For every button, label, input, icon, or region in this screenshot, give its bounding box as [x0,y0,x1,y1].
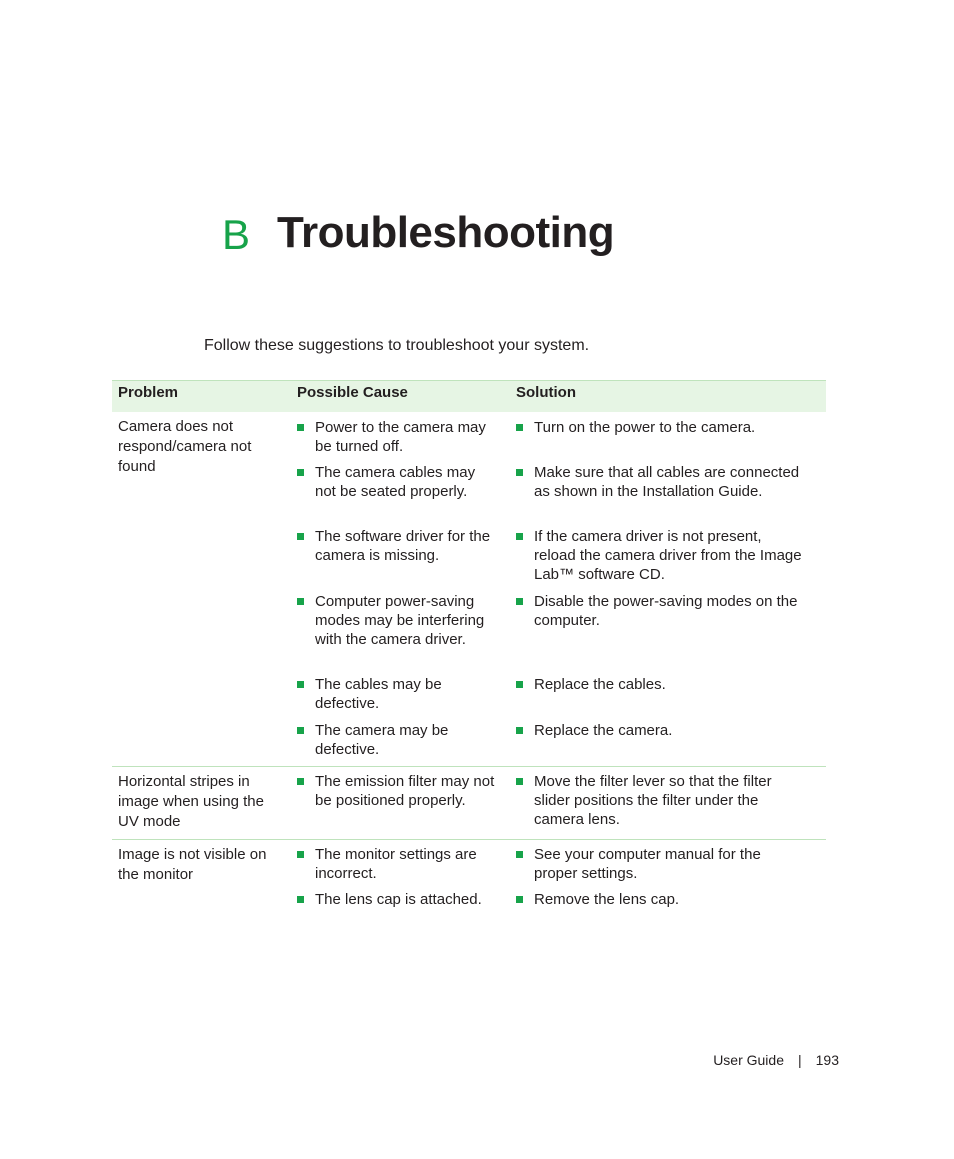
bullet-icon [297,533,304,540]
cause-cell: The camera may be defective. [297,721,497,759]
bullet-icon [516,896,523,903]
cause-cell: Power to the camera may be turned off. [297,418,497,456]
chapter-letter: B [222,211,251,258]
solution-cell: Replace the cables. [516,675,806,694]
bullet-icon [297,778,304,785]
cause-cell: The software driver for the camera is missing. [297,527,497,565]
bullet-icon [297,598,304,605]
cause-cell: The monitor settings are incorrect. [297,845,497,883]
page-number: 193 [815,1052,839,1068]
cause-cell: Computer power-saving modes may be interfering with the camera driver. [297,592,497,649]
bullet-icon [516,424,523,431]
bullet-icon [297,851,304,858]
bullet-icon [516,598,523,605]
problem-cell: Image is not visible on the monitor [118,846,267,883]
cause-cell: The emission filter may not be positioned properly. [297,772,497,810]
header-problem: Problem [118,384,179,401]
bullet-icon [516,778,523,785]
footer-divider: | [798,1052,802,1068]
solution-cell: Move the filter lever so that the filter slider positions the filter under the camera lens. [516,772,806,829]
solution-cell: See your computer manual for the proper settings. [516,845,806,883]
bullet-icon [516,851,523,858]
bullet-icon [297,681,304,688]
solution-cell: Turn on the power to the camera. [516,418,806,437]
bullet-icon [297,727,304,734]
header-possible-cause: Possible Cause [297,384,408,401]
bullet-icon [297,469,304,476]
troubleshooting-table [112,380,826,936]
cause-cell: The cables may be defective. [297,675,497,713]
problem-cell: Camera does not respond/camera not found [118,418,252,475]
footer-label: User Guide [713,1052,784,1068]
solution-cell: Make sure that all cables are connected as shown in the Installation Guide. [516,463,806,501]
bullet-icon [297,896,304,903]
header-solution: Solution [516,384,576,401]
table-row-group [112,840,826,936]
chapter-title: Troubleshooting [277,208,615,257]
bullet-icon [516,727,523,734]
cause-cell: The camera cables may not be seated properly. [297,463,497,501]
intro-text: Follow these suggestions to troubleshoot your system. [204,337,590,354]
solution-cell: Remove the lens cap. [516,890,806,909]
page-footer [713,1052,839,1068]
solution-cell: Disable the power-saving modes on the computer. [516,592,806,630]
bullet-icon [516,469,523,476]
table-header [112,380,826,412]
cause-cell: The lens cap is attached. [297,890,497,909]
solution-cell: Replace the camera. [516,721,806,740]
table-row-group [112,412,826,767]
table-row-group [112,767,826,840]
bullet-icon [516,533,523,540]
bullet-icon [297,424,304,431]
bullet-icon [516,681,523,688]
problem-cell: Horizontal stripes in image when using the UV mode [118,773,264,830]
solution-cell: If the camera driver is not present, reload the camera driver from the Image Lab™ software CD. [516,527,806,584]
